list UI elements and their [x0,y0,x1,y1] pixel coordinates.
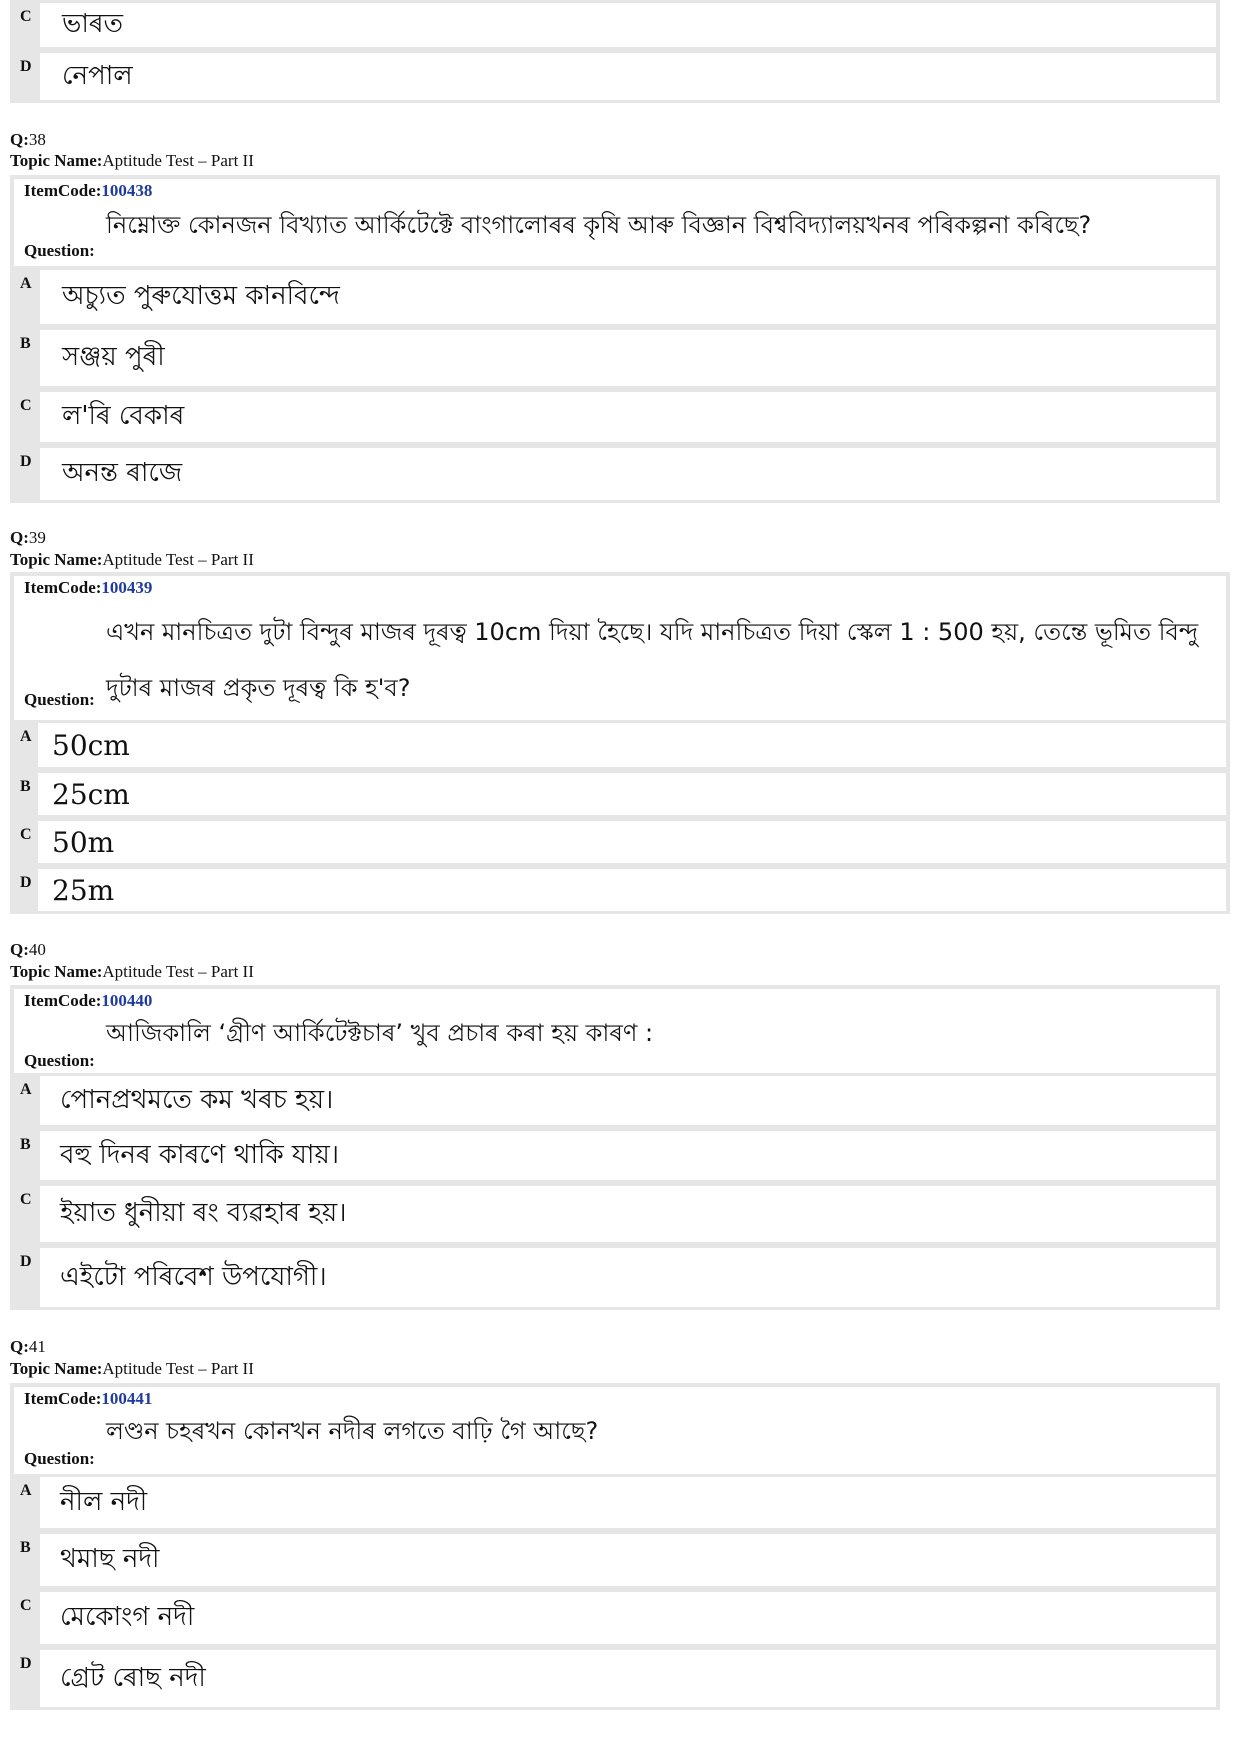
option-letter: A [20,1482,32,1499]
option-letter: B [20,1136,31,1153]
option-text: 25m [38,869,1226,911]
option-text: নীল নদী [40,1477,1216,1528]
question-number: Q:40 [10,940,46,959]
question-block [10,175,1220,503]
option-row[interactable] [10,0,1220,50]
question-text: আজিকালি ‘গ্ৰীণ আৰ্কিটেক্টচাৰ’ খুব প্ৰচাৰ কৰা হয় কাৰণ : [106,1019,654,1047]
question-label: Question: [24,241,95,260]
question-number: Q:41 [10,1337,46,1356]
option-row[interactable] [10,1128,1220,1183]
option-text: মেকোংগ নদী [40,1592,1216,1644]
option-text: 50m [38,821,1226,863]
prev-question-options [10,0,1220,103]
question-number: Q:39 [10,528,46,547]
question-number: Q:38 [10,130,46,149]
topic-name: Topic Name:Aptitude Test – Part II [10,1359,254,1378]
option-text: বহু দিনৰ কাৰণে থাকি যায়। [40,1131,1216,1180]
option-text: অচ্যুত পুৰুযোত্তম কানবিন্দে [40,270,1216,324]
item-code: ItemCode:100440 [24,991,153,1010]
option-text: সঞ্জয় পুৰী [40,330,1216,386]
option-row[interactable] [10,445,1220,503]
question-box [14,576,1226,720]
question-label: Question: [24,690,95,709]
question-box [14,989,1216,1073]
question-label: Question: [24,1449,95,1468]
option-letter: B [20,335,31,352]
option-text: গ্ৰেট ৰোছ নদী [40,1650,1216,1707]
question-block [10,1383,1220,1710]
option-row[interactable] [10,1531,1220,1589]
topic-name: Topic Name:Aptitude Test – Part II [10,151,254,170]
option-letter: D [20,1655,32,1672]
question-text: নিম্নোক্ত কোনজন বিখ্যাত আৰ্কিটেক্টে বাংগালোৰৰ কৃষি আৰু বিজ্ঞান বিশ্ববিদ্যালয়খনৰ পৰিকল্পনা কৰিছে? [106,211,1092,239]
option-row[interactable] [10,770,1230,818]
topic-name: Topic Name:Aptitude Test – Part II [10,962,254,981]
option-row[interactable] [10,720,1230,770]
question-text: এখন মানচিত্ৰত দুটা বিন্দুৰ মাজৰ দূৰত্ব 10cm দিয়া হৈছে। যদি মানচিত্ৰত দিয়া স্কেল 1 : 500 হয়, তেন্তে ভূমিত বিন্দু দুটাৰ মাজৰ প্ৰকৃত দূৰত্ব কি হ'ব? [106,618,1199,702]
option-row[interactable] [10,389,1220,445]
question-label: Question: [24,1051,95,1070]
option-letter: C [20,826,32,843]
option-text: থমাছ নদী [40,1534,1216,1586]
option-letter: D [20,1253,32,1270]
option-row[interactable] [10,50,1220,103]
option-text: নেপাল [40,53,1216,100]
option-row[interactable] [10,1647,1220,1710]
option-letter: A [20,1081,32,1098]
option-text: ল'ৰি বেকাৰ [40,392,1216,442]
option-letter: C [20,397,32,414]
question-box [14,1387,1216,1474]
option-row[interactable] [10,327,1220,389]
item-code: ItemCode:100441 [24,1389,153,1408]
question-block [10,572,1230,914]
question-text: লণ্ডন চহৰখন কোনখন নদীৰ লগতে বাঢ়ি গৈ আছে? [106,1417,599,1445]
option-letter: D [20,453,32,470]
question-box [14,179,1216,266]
option-letter: B [20,778,31,795]
option-text: ইয়াত ধুনীয়া ৰং ব্যৱহাৰ হয়। [40,1186,1216,1242]
option-row[interactable] [10,1183,1220,1245]
option-letter: D [20,58,32,75]
option-row[interactable] [10,866,1230,914]
option-row[interactable] [10,267,1220,327]
option-row[interactable] [10,1073,1220,1128]
option-letter: C [20,1191,32,1208]
item-code: ItemCode:100439 [24,578,153,597]
option-letter: A [20,275,32,292]
option-letter: B [20,1539,31,1556]
option-row[interactable] [10,1474,1220,1531]
option-text: 50cm [38,723,1226,767]
option-letter: A [20,728,32,745]
option-text: ভাৰত [40,3,1216,47]
item-code: ItemCode:100438 [24,181,153,200]
question-block [10,985,1220,1310]
option-text: এইটো পৰিবেশ উপযোগী। [40,1248,1216,1307]
option-row[interactable] [10,1589,1220,1647]
option-letter: C [20,8,32,25]
topic-name: Topic Name:Aptitude Test – Part II [10,550,254,569]
option-row[interactable] [10,1245,1220,1310]
option-letter: D [20,874,32,891]
option-text: পোনপ্ৰথমতে কম খৰচ হয়। [40,1076,1216,1125]
option-text: অনন্ত ৰাজে [40,448,1216,500]
option-letter: C [20,1597,32,1614]
option-row[interactable] [10,818,1230,866]
option-text: 25cm [38,773,1226,815]
